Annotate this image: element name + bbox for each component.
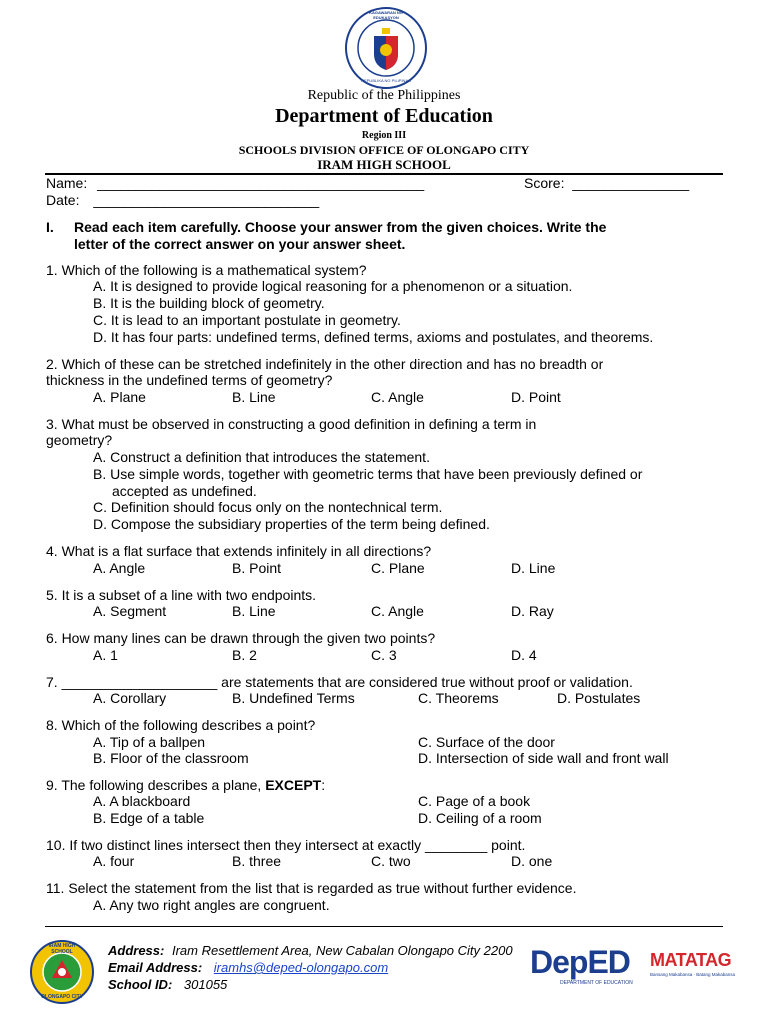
seal-bottom-text: REPUBLIKA NG PILIPINAS xyxy=(361,78,411,83)
question-9-choice-c: C. Page of a book xyxy=(418,793,531,809)
question-6-choice-d: D. 4 xyxy=(511,647,537,663)
question-2-choice-a: A. Plane xyxy=(93,389,146,405)
question-4-stem: 4. What is a flat surface that extends infinitely in all directions? xyxy=(46,543,432,559)
question-9-stem-prefix: 9. The following describes a plane, xyxy=(46,777,266,793)
school-id-value: 301055 xyxy=(183,977,228,992)
question-7-choice-b: B. Undefined Terms xyxy=(232,690,355,706)
question-9-choice-a: A. A blackboard xyxy=(93,793,191,809)
question-6-choice-a: A. 1 xyxy=(93,647,118,663)
deped-logo xyxy=(530,940,648,990)
email-link[interactable]: iramhs@deped-olongapo.com xyxy=(213,960,389,975)
question-1-choice-a: A. It is designed to provide logical reasoning for a phenomenon or a situation. xyxy=(93,278,573,294)
question-1-choice-c: C. It is lead to an important postulate in geometry. xyxy=(93,312,401,328)
score-field-line: _______________ xyxy=(572,175,690,191)
question-6-stem: 6. How many lines can be drawn through the given two points? xyxy=(46,630,436,646)
email-label: Email Address: xyxy=(108,960,203,975)
question-7-choice-a: A. Corollary xyxy=(93,690,167,706)
footer-address-row xyxy=(108,943,513,958)
school-heading: IRAM HIGH SCHOOL xyxy=(317,157,451,172)
question-3-stem-line-1: 3. What must be observed in constructing a good definition in defining a term in xyxy=(46,416,537,432)
division-heading: SCHOOLS DIVISION OFFICE OF OLONGAPO CITY xyxy=(238,143,530,157)
question-11-choice-a: A. Any two right angles are congruent. xyxy=(93,897,330,913)
question-2-stem-line-2: thickness in the undefined terms of geometry? xyxy=(46,372,333,388)
footer-divider xyxy=(45,926,723,927)
deped-seal xyxy=(344,6,428,90)
department-heading: Department of Education xyxy=(275,105,493,127)
question-5-choice-d: D. Ray xyxy=(511,603,554,619)
question-4-choice-d: D. Line xyxy=(511,560,556,576)
question-3-choice-a: A. Construct a definition that introduces the statement. xyxy=(93,449,430,465)
question-2-choice-b: B. Line xyxy=(232,389,276,405)
matatag-logo-text: MATATAG xyxy=(650,950,732,970)
question-9-stem-emphasis: EXCEPT xyxy=(265,777,322,793)
seal-ring-text: KAGAWARAN NG EDUKASYON xyxy=(369,10,403,20)
question-8-choice-a: A. Tip of a ballpen xyxy=(93,734,206,750)
question-5-choice-c: C. Angle xyxy=(371,603,424,619)
question-4-choice-a: A. Angle xyxy=(93,560,146,576)
date-row xyxy=(46,192,319,209)
question-7-choice-d: D. Postulates xyxy=(557,690,641,706)
instructions-line-2: letter of the correct answer on your answer sheet. xyxy=(74,236,406,252)
question-1-choice-b: B. It is the building block of geometry. xyxy=(93,295,325,311)
deped-logo-subtext: DEPARTMENT OF EDUCATION xyxy=(560,980,633,986)
question-8-choice-d: D. Intersection of side wall and front wall xyxy=(418,750,669,766)
matatag-logo-subtext: Bansang Makabansa · Batang Makabansa xyxy=(650,972,736,977)
date-label: Date: xyxy=(46,192,80,208)
question-3-stem-line-2: geometry? xyxy=(46,432,113,448)
question-9-stem xyxy=(46,777,325,794)
question-3-choice-b-line-2: accepted as undefined. xyxy=(112,483,257,499)
question-6-choice-b: B. 2 xyxy=(232,647,257,663)
question-3-choice-c: C. Definition should focus only on the nontechnical term. xyxy=(93,499,443,515)
instructions-line-1: Read each item carefully. Choose your answer from the given choices. Write the xyxy=(74,219,607,235)
question-1-choice-d: D. It has four parts: undefined terms, defined terms, axioms and postulates, and theorems. xyxy=(93,329,654,345)
question-11-stem: 11. Select the statement from the list that is regarded as true without further evidence. xyxy=(46,880,577,896)
question-9-choice-b: B. Edge of a table xyxy=(93,810,205,826)
region-heading: Region III xyxy=(361,130,407,141)
question-8-choice-c: C. Surface of the door xyxy=(418,734,555,750)
score-row xyxy=(524,175,689,192)
question-2-stem-line-1: 2. Which of these can be stretched indefinitely in the other direction and has no breadth or xyxy=(46,356,604,372)
question-5-stem: 5. It is a subset of a line with two endpoints. xyxy=(46,587,317,603)
name-row xyxy=(46,175,424,192)
question-4-choice-b: B. Point xyxy=(232,560,282,576)
date-field-line: _____________________________ xyxy=(93,192,320,208)
deped-logo-text: DepED xyxy=(530,944,630,980)
question-2-choice-c: C. Angle xyxy=(371,389,424,405)
question-1-stem: 1. Which of the following is a mathematical system? xyxy=(46,262,367,278)
republic-heading: Republic of the Philippines xyxy=(307,88,461,103)
footer-email-row xyxy=(108,960,388,975)
question-9-stem-suffix: : xyxy=(321,777,326,793)
school-id-label: School ID: xyxy=(108,977,173,992)
instructions-number: I. xyxy=(46,219,54,235)
question-8-choice-b: B. Floor of the classroom xyxy=(93,750,249,766)
question-3-choice-d: D. Compose the subsidiary properties of the term being defined. xyxy=(93,516,490,532)
matatag-logo xyxy=(650,950,760,990)
question-10-choice-c: C. two xyxy=(371,853,411,869)
question-7-stem: 7. ____________________ are statements that are considered true without proof or validation. xyxy=(46,674,633,690)
name-field-line: __________________________________________ xyxy=(97,175,425,191)
question-4-choice-c: C. Plane xyxy=(371,560,425,576)
question-10-choice-b: B. three xyxy=(232,853,282,869)
school-logo xyxy=(30,940,94,1004)
question-3-choice-b-line-1: B. Use simple words, together with geometric terms that have been previously defined or xyxy=(93,466,643,482)
question-8-stem: 8. Which of the following describes a point? xyxy=(46,717,316,733)
school-logo-top-text: IRAM HIGH SCHOOL xyxy=(48,943,76,955)
score-label: Score: xyxy=(524,175,565,191)
address-label: Address: xyxy=(108,943,165,958)
question-5-choice-b: B. Line xyxy=(232,603,276,619)
question-9-choice-d: D. Ceiling of a room xyxy=(418,810,542,826)
school-logo-bottom-text: OLONGAPO CITY xyxy=(41,994,83,1000)
question-6-choice-c: C. 3 xyxy=(371,647,397,663)
question-7-choice-c: C. Theorems xyxy=(418,690,499,706)
question-10-stem: 10. If two distinct lines intersect then they intersect at exactly ________ point. xyxy=(46,837,526,853)
footer-school-id-row xyxy=(108,977,227,992)
question-10-choice-d: D. one xyxy=(511,853,553,869)
name-label: Name: xyxy=(46,175,88,191)
question-5-choice-a: A. Segment xyxy=(93,603,167,619)
question-10-choice-a: A. four xyxy=(93,853,135,869)
address-value: Iram Resettlement Area, New Cabalan Olongapo City 2200 xyxy=(171,943,513,958)
question-2-choice-d: D. Point xyxy=(511,389,561,405)
